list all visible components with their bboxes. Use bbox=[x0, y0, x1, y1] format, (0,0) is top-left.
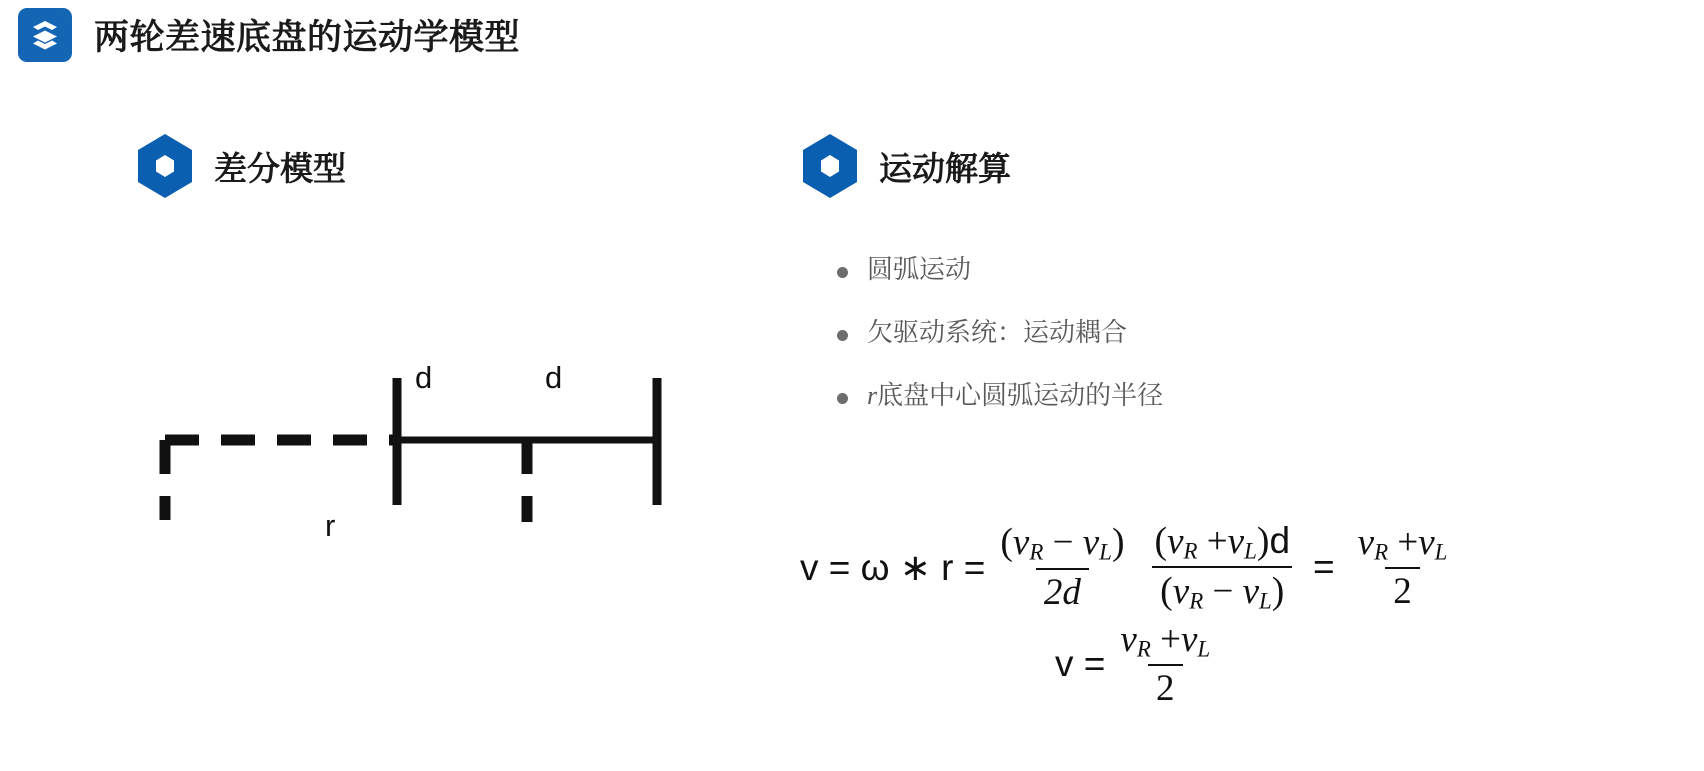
formula-fraction-2-numerator: $(v_R +v_L)d$ bbox=[1154, 520, 1291, 564]
bullet-text: 欠驱动系统：运动耦合 bbox=[867, 317, 1128, 348]
bullet-dot-icon bbox=[837, 393, 848, 404]
page-title: 两轮差速底盘的运动学模型 bbox=[94, 18, 521, 57]
formula-fraction-2 bbox=[1147, 520, 1299, 615]
diagram-label-d-left: d bbox=[415, 360, 433, 395]
hexagon-bullet-icon bbox=[130, 132, 200, 200]
formula-fraction-1-denominator: 2d bbox=[1036, 568, 1089, 613]
bullet-list bbox=[837, 254, 1675, 412]
formula-line-2-lhs: v = bbox=[1055, 643, 1106, 685]
differential-drive-chassis-diagram bbox=[130, 330, 750, 590]
page-header bbox=[18, 8, 520, 62]
formula-fraction-2-denominator: $(v_R - v_L)$ bbox=[1152, 566, 1292, 614]
formula-line-1 bbox=[800, 520, 1680, 615]
formula-line-2-denominator: 2 bbox=[1148, 664, 1183, 709]
formula-lhs: v = ω ∗ r = bbox=[800, 546, 986, 588]
formula-equals-sign: = bbox=[1313, 546, 1335, 588]
kinematics-formula bbox=[800, 520, 1680, 710]
formula-fraction-1 bbox=[992, 521, 1132, 613]
bullet-italic-variable: r bbox=[867, 381, 878, 411]
section-title-motion-solving: 运动解算 bbox=[879, 149, 1011, 187]
list-item bbox=[837, 317, 1675, 348]
bullet-dot-icon bbox=[837, 267, 848, 278]
list-item bbox=[837, 254, 1675, 285]
diagram-label-r: r bbox=[325, 508, 336, 543]
bullet-dot-icon bbox=[837, 330, 848, 341]
formula-line-2-numerator: $v_R +v_L$ bbox=[1120, 618, 1211, 662]
list-item bbox=[837, 380, 1675, 411]
formula-line-2-fraction bbox=[1112, 619, 1218, 710]
left-column bbox=[130, 130, 830, 202]
hexagon-bullet-icon bbox=[795, 132, 865, 200]
bullet-text-with-variable bbox=[867, 380, 1163, 411]
bullet-text: 圆弧运动 bbox=[867, 254, 972, 284]
section-header-motion-solving bbox=[795, 130, 1675, 202]
section-title-differential-model: 差分模型 bbox=[214, 149, 346, 187]
bullet-text: 底盘中心圆弧运动的半径 bbox=[877, 380, 1164, 411]
formula-fraction-3 bbox=[1350, 522, 1456, 613]
formula-line-2 bbox=[800, 619, 1680, 710]
stacked-diamond-logo-icon bbox=[18, 8, 72, 62]
formula-fraction-3-denominator: 2 bbox=[1385, 567, 1420, 612]
section-header-differential-model bbox=[130, 130, 830, 202]
formula-fraction-3-numerator: $v_R +v_L$ bbox=[1357, 521, 1448, 565]
diagram-label-d-right: d bbox=[545, 360, 563, 395]
formula-fraction-1-numerator: $(v_R - v_L)$ bbox=[1000, 521, 1125, 566]
right-column bbox=[795, 130, 1675, 444]
